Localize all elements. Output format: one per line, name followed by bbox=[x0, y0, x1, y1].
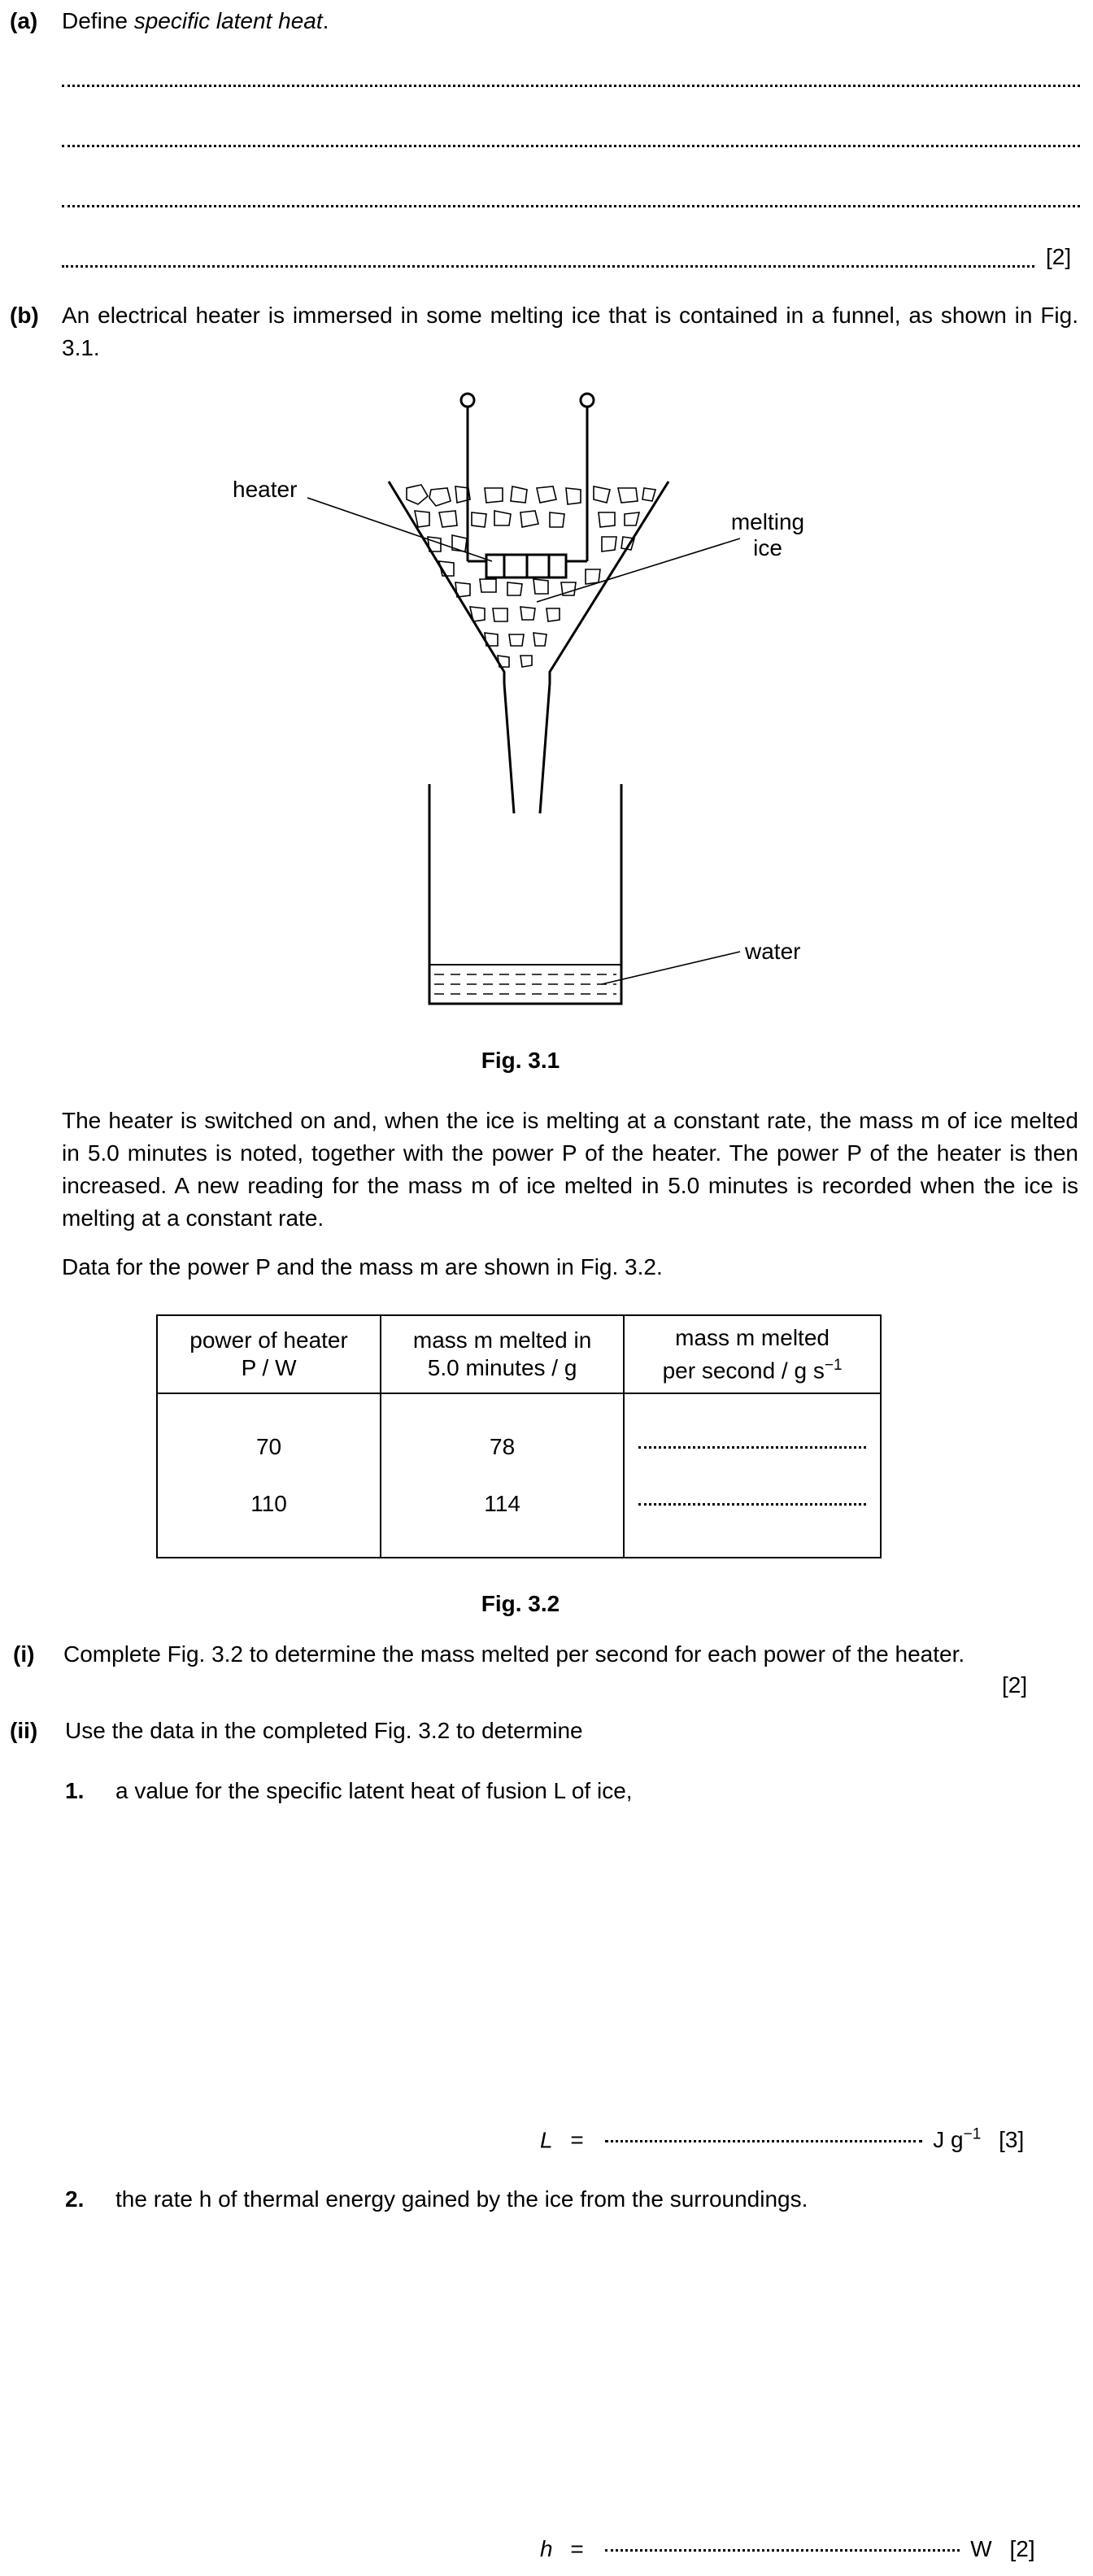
sub-i-marks: [2] bbox=[1002, 1672, 1028, 1698]
answer-cells bbox=[624, 1393, 881, 1558]
q1-marks: [3] bbox=[999, 2127, 1025, 2153]
terminal-left bbox=[461, 394, 474, 407]
part-b-paragraph-2: Data for the power P and the mass m are shown in Fig. 3.2. bbox=[62, 1254, 663, 1279]
heater-leader bbox=[307, 498, 492, 561]
header-power: power of heater P / W bbox=[157, 1315, 381, 1393]
table-header-row bbox=[157, 1315, 881, 1393]
sub-i-text: Complete Fig. 3.2 to determine the mass melted per second for each power of the heater. bbox=[63, 1641, 965, 1667]
q1-variable: L bbox=[540, 2127, 553, 2153]
fig-3-2-table bbox=[156, 1314, 882, 1558]
mass-values bbox=[381, 1393, 624, 1558]
terminal-right bbox=[581, 394, 594, 407]
q2-variable: h bbox=[540, 2536, 553, 2561]
header-mass: mass m melted in 5.0 minutes / g bbox=[381, 1315, 624, 1393]
sub-ii-label: (ii) bbox=[10, 1718, 38, 1743]
power-value-2: 110 bbox=[250, 1491, 287, 1516]
q1-number: 1. bbox=[65, 1778, 85, 1803]
sub-ii-text: Use the data in the completed Fig. 3.2 to determine bbox=[65, 1718, 583, 1743]
q2-answer-row bbox=[540, 2536, 1035, 2562]
label-ice: ice bbox=[753, 535, 782, 560]
part-a-prompt-suffix: . bbox=[322, 8, 329, 33]
part-a-label: (a) bbox=[10, 8, 38, 33]
q2-number: 2. bbox=[65, 2186, 85, 2212]
part-b-paragraph-1: The heater is switched on and, when the ice is melting at a constant rate, the mass m of ice melted in 5.0 minutes is noted, together with the power P of the heater. The power P of the heater is then increased. A new reading for the mass m of ice melted in 5.0 minutes is recorded when the ice is melting at a constant rate. bbox=[62, 1108, 1078, 1231]
q2-unit: W bbox=[970, 2536, 992, 2561]
answer-cell-1[interactable] bbox=[638, 1446, 866, 1449]
part-a-prompt-prefix: Define bbox=[62, 8, 128, 33]
header-mass-per-second: mass m melted per second / g $s^{-1}$ bbox=[624, 1315, 881, 1393]
power-values bbox=[157, 1393, 381, 1558]
part-a-term: specific latent heat bbox=[133, 8, 323, 33]
q1-text: a value for the specific latent heat of fusion L of ice, bbox=[115, 1778, 633, 1803]
q2-text: the rate h of thermal energy gained by the ice from the surroundings. bbox=[115, 2186, 808, 2212]
table-row bbox=[157, 1393, 881, 1558]
q1-answer-input[interactable] bbox=[605, 2140, 922, 2142]
beaker bbox=[429, 784, 621, 1004]
q1-answer-row bbox=[540, 2126, 1024, 2153]
label-melting: melting bbox=[730, 509, 805, 534]
label-water: water bbox=[745, 939, 801, 964]
fig-3-2-caption: Fig. 3.2 bbox=[481, 1591, 560, 1616]
q1-unit: J $g^{-1}$ bbox=[933, 2126, 982, 2153]
mass-value-1: 78 bbox=[490, 1434, 516, 1459]
sub-i-label: (i) bbox=[13, 1641, 35, 1667]
mass-value-2: 114 bbox=[484, 1491, 520, 1516]
q1-equals: = bbox=[570, 2127, 584, 2153]
fig-3-1-diagram bbox=[0, 0, 1093, 1057]
fig-3-1-caption: Fig. 3.1 bbox=[481, 1048, 560, 1073]
part-a-marks: [2] bbox=[1046, 244, 1072, 269]
answer-cell-2[interactable] bbox=[638, 1503, 866, 1506]
q2-answer-input[interactable] bbox=[605, 2549, 960, 2552]
label-melting-ice bbox=[719, 509, 816, 561]
part-b-label: (b) bbox=[10, 303, 39, 328]
funnel-stem bbox=[504, 683, 550, 813]
q2-equals: = bbox=[570, 2536, 584, 2561]
q2-marks: [2] bbox=[1009, 2536, 1035, 2561]
water-hatching bbox=[434, 974, 616, 994]
label-heater: heater bbox=[233, 477, 298, 502]
part-b-intro: An electrical heater is immersed in some melting ice that is contained in a funnel, as shown in Fig. 3.1. bbox=[62, 303, 1078, 360]
power-value-1: 70 bbox=[255, 1434, 282, 1459]
